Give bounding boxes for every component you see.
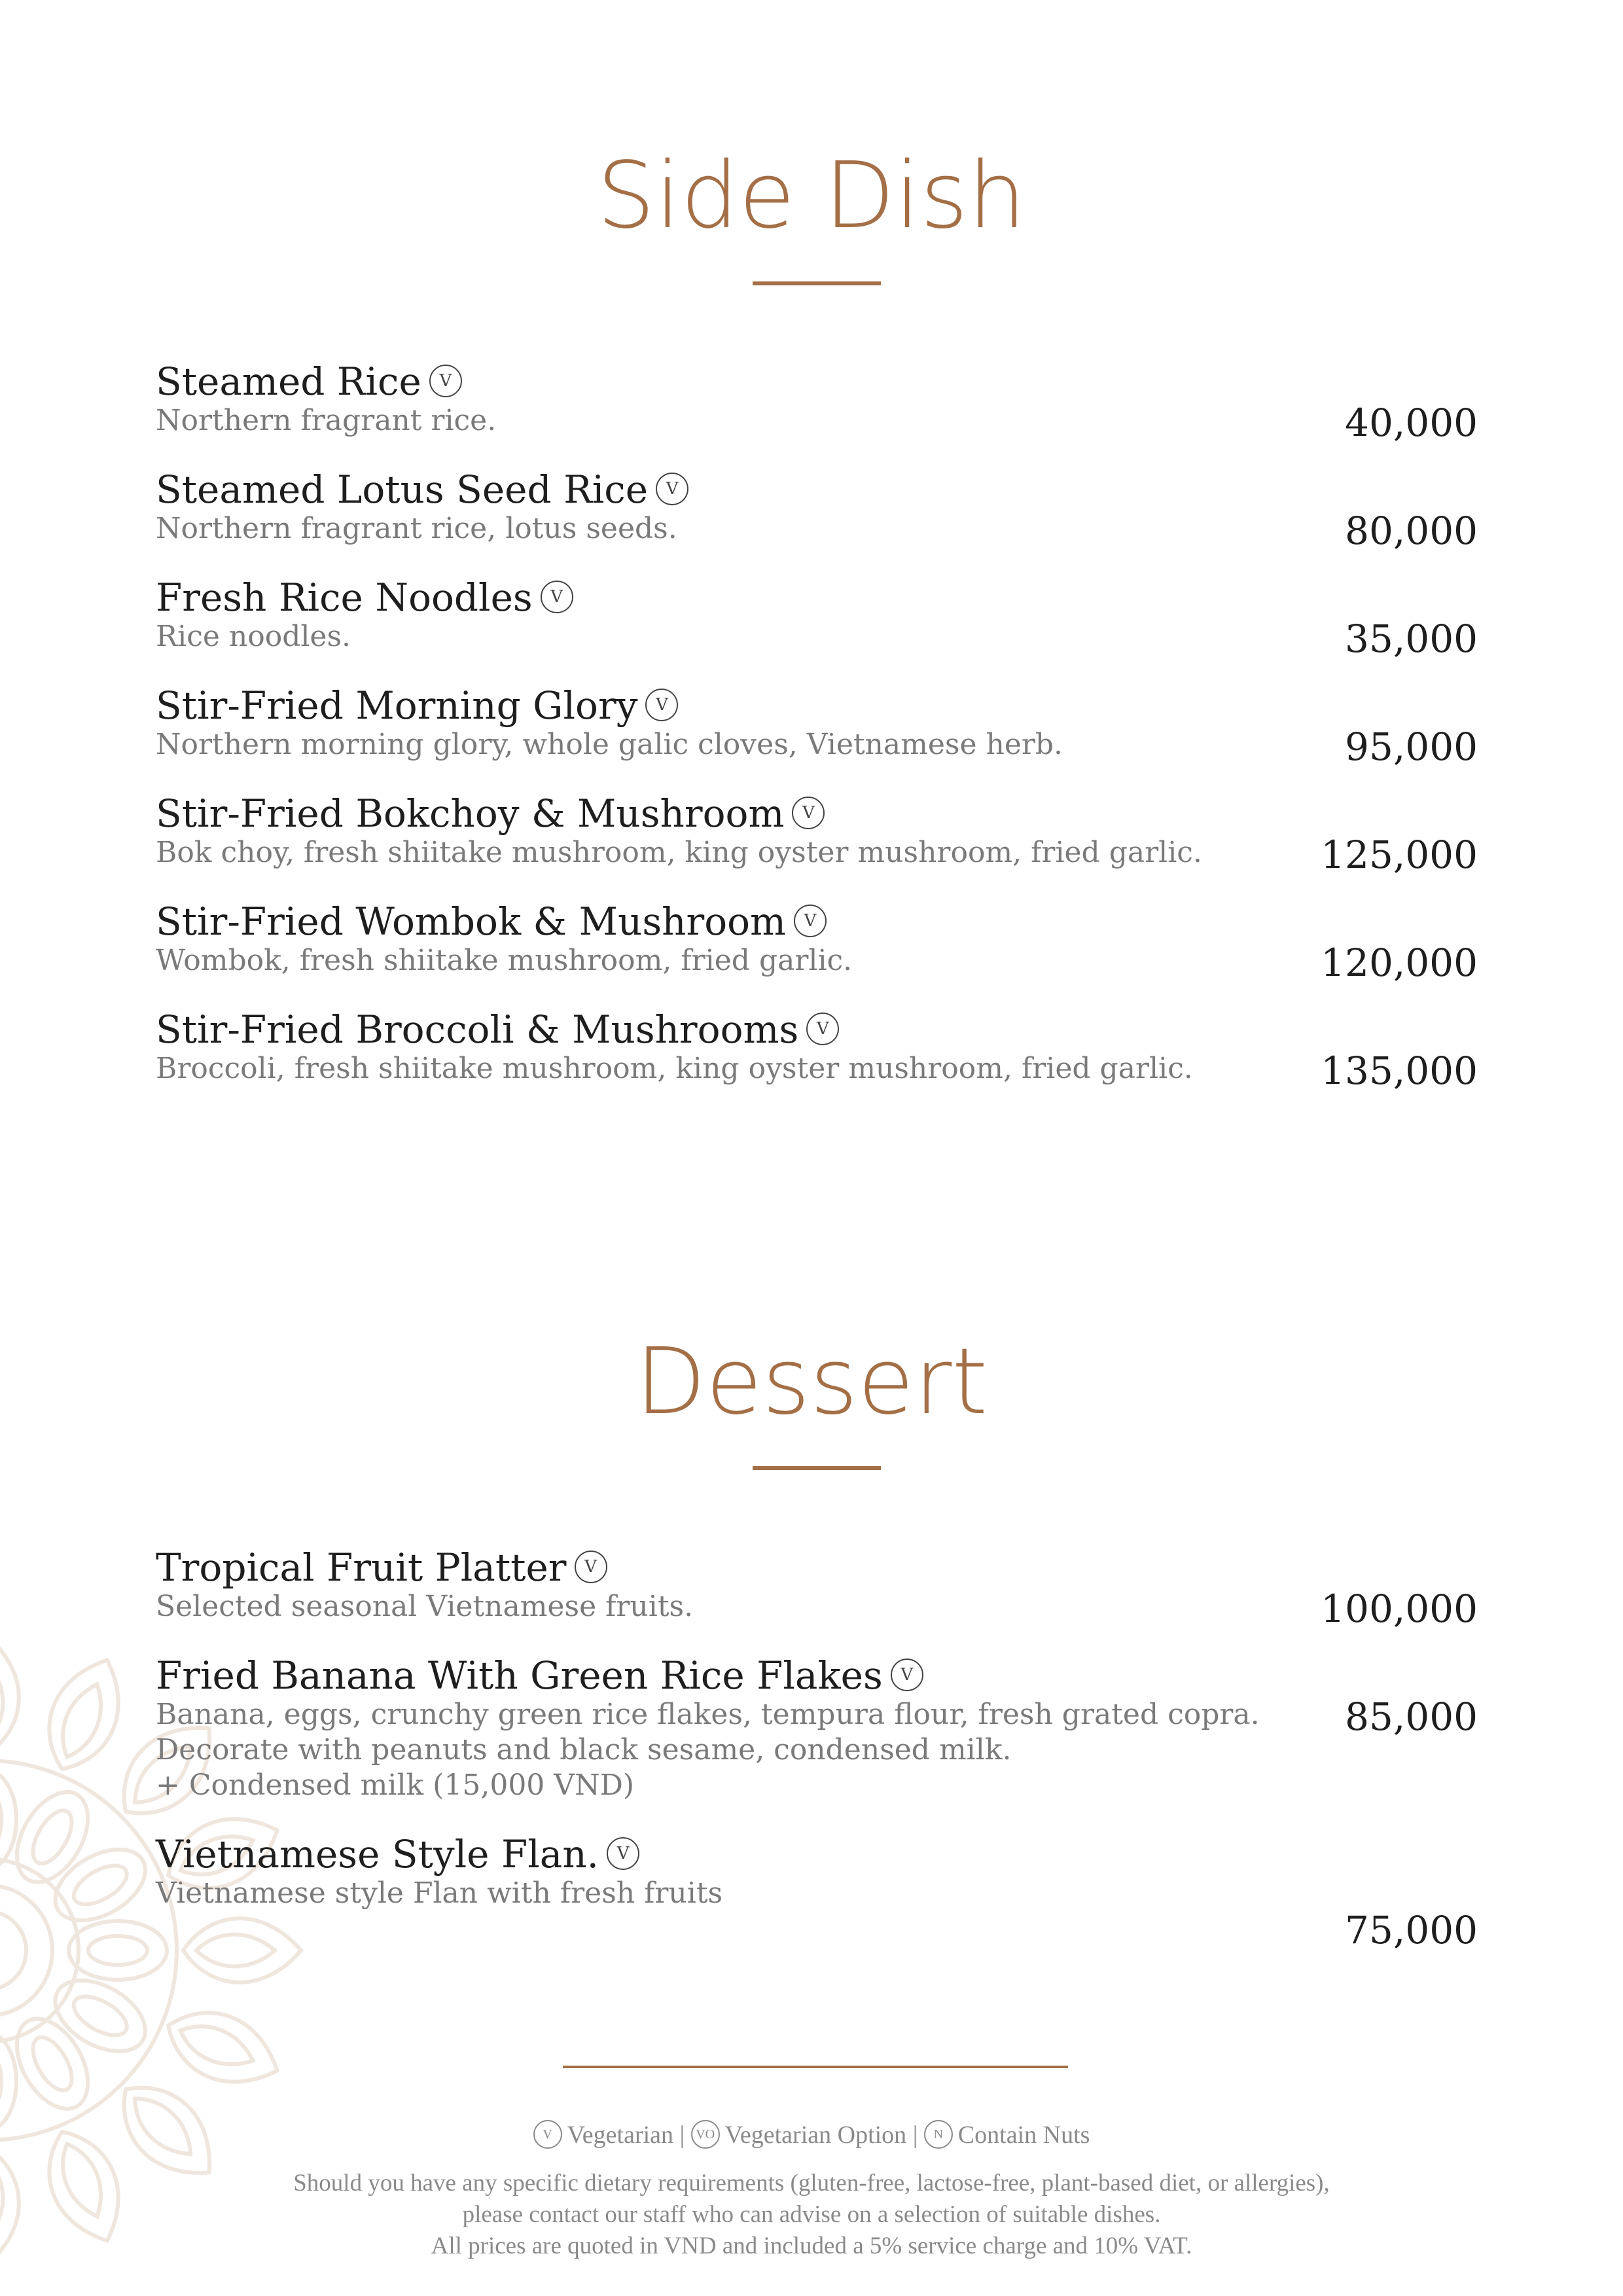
legend-contain-nuts-label: Contain Nuts bbox=[957, 2121, 1090, 2149]
vegetarian-badge-icon: V bbox=[575, 1551, 607, 1583]
item-price: 100,000 bbox=[1321, 1587, 1478, 1631]
menu-item-stir-fried-morning-glory bbox=[156, 684, 1478, 762]
item-description: Wombok, fresh shiitake mushroom, fried garlic. bbox=[156, 944, 853, 977]
vegetarian-legend-icon: V bbox=[533, 2120, 562, 2149]
item-price: 135,000 bbox=[1321, 1049, 1478, 1093]
menu-item-vietnamese-style-flan bbox=[156, 1833, 1478, 1911]
item-description: Bok choy, fresh shiitake mushroom, king oyster mushroom, fried garlic. bbox=[156, 836, 1202, 869]
dessert-title-rule bbox=[753, 1466, 881, 1470]
menu-item-stir-fried-wombok-mushroom bbox=[156, 900, 1478, 978]
vegetarian-badge-icon: V bbox=[806, 1013, 839, 1045]
item-price: 95,000 bbox=[1345, 725, 1478, 769]
item-name: Vietnamese Style Flan. bbox=[156, 1832, 599, 1876]
vegetarian-badge-icon: V bbox=[607, 1837, 639, 1870]
menu-item-stir-fried-bokchoy-mushroom bbox=[156, 792, 1478, 870]
vegetarian-badge-icon: V bbox=[891, 1659, 923, 1691]
item-price: 35,000 bbox=[1345, 617, 1478, 661]
menu-item-fresh-rice-noodles bbox=[156, 576, 1478, 655]
vegetarian-option-legend-icon: VO bbox=[691, 2120, 720, 2149]
item-description: Rice noodles. bbox=[156, 620, 351, 653]
dietary-note-line-2: please contact our staff who can advise on a selection of suitable dishes. bbox=[462, 2201, 1161, 2228]
item-description: Decorate with peanuts and black sesame, condensed milk. bbox=[156, 1733, 1012, 1767]
item-name: Tropical Fruit Platter bbox=[156, 1545, 567, 1590]
item-price: 40,000 bbox=[1345, 401, 1478, 445]
item-name: Fresh Rice Noodles bbox=[156, 575, 533, 620]
footer-rule bbox=[563, 2066, 1068, 2068]
dietary-legend bbox=[0, 2121, 1623, 2151]
dessert-title: Dessert bbox=[635, 1329, 988, 1435]
item-description: Broccoli, fresh shiitake mushroom, king oyster mushroom, fried garlic. bbox=[156, 1052, 1193, 1085]
item-description: Banana, eggs, crunchy green rice flakes, tempura flour, fresh grated copra. bbox=[156, 1698, 1260, 1731]
side-dish-title: Side Dish bbox=[597, 143, 1026, 249]
item-description: Northern fragrant rice, lotus seeds. bbox=[156, 512, 677, 545]
item-name: Stir-Fried Bokchoy & Mushroom bbox=[156, 791, 785, 836]
legend-separator: | bbox=[912, 2121, 918, 2149]
contain-nuts-legend-icon: N bbox=[924, 2120, 953, 2149]
item-name: Fried Banana With Green Rice Flakes bbox=[156, 1653, 883, 1698]
menu-item-steamed-lotus-seed-rice bbox=[156, 468, 1478, 547]
dietary-note-line-1: Should you have any specific dietary requirements (gluten-free, lactose-free, plant-based diet, or allergies), bbox=[293, 2170, 1330, 2197]
vegetarian-badge-icon: V bbox=[541, 581, 573, 613]
item-description: Selected seasonal Vietnamese fruits. bbox=[156, 1590, 694, 1623]
vegetarian-badge-icon: V bbox=[794, 905, 827, 937]
pricing-note: All prices are quoted in VND and included a 5% service charge and 10% VAT. bbox=[431, 2233, 1192, 2259]
item-name: Stir-Fried Broccoli & Mushrooms bbox=[156, 1007, 799, 1052]
item-name: Stir-Fried Wombok & Mushroom bbox=[156, 899, 787, 944]
legend-vegetarian-label: Vegetarian bbox=[567, 2121, 674, 2149]
item-addon: + Condensed milk (15,000 VND) bbox=[156, 1768, 635, 1802]
item-price: 125,000 bbox=[1321, 833, 1478, 877]
item-price: 85,000 bbox=[1345, 1695, 1478, 1739]
menu-item-steamed-rice bbox=[156, 360, 1478, 439]
item-name: Steamed Rice bbox=[156, 359, 421, 404]
vegetarian-badge-icon: V bbox=[645, 689, 678, 721]
item-price: 120,000 bbox=[1321, 941, 1478, 985]
item-price: 80,000 bbox=[1345, 509, 1478, 553]
legend-vegetarian-option-label: Vegetarian Option bbox=[724, 2121, 907, 2149]
vegetarian-badge-icon: V bbox=[792, 797, 825, 829]
item-description: Northern morning glory, whole galic cloves, Vietnamese herb. bbox=[156, 728, 1063, 761]
side-dish-title-rule bbox=[753, 281, 881, 285]
menu-item-stir-fried-broccoli-mushrooms bbox=[156, 1008, 1478, 1086]
vegetarian-badge-icon: V bbox=[429, 365, 462, 397]
item-description: Vietnamese style Flan with fresh fruits bbox=[156, 1876, 723, 1910]
menu-item-tropical-fruit-platter bbox=[156, 1546, 1478, 1624]
vegetarian-badge-icon: V bbox=[656, 473, 688, 505]
item-description: Northern fragrant rice. bbox=[156, 404, 497, 437]
item-name: Stir-Fried Morning Glory bbox=[156, 683, 638, 728]
menu-item-fried-banana-green-rice-flakes bbox=[156, 1654, 1478, 1803]
legend-separator: | bbox=[679, 2121, 685, 2149]
item-price: 75,000 bbox=[1345, 1908, 1478, 1952]
item-name: Steamed Lotus Seed Rice bbox=[156, 467, 649, 512]
